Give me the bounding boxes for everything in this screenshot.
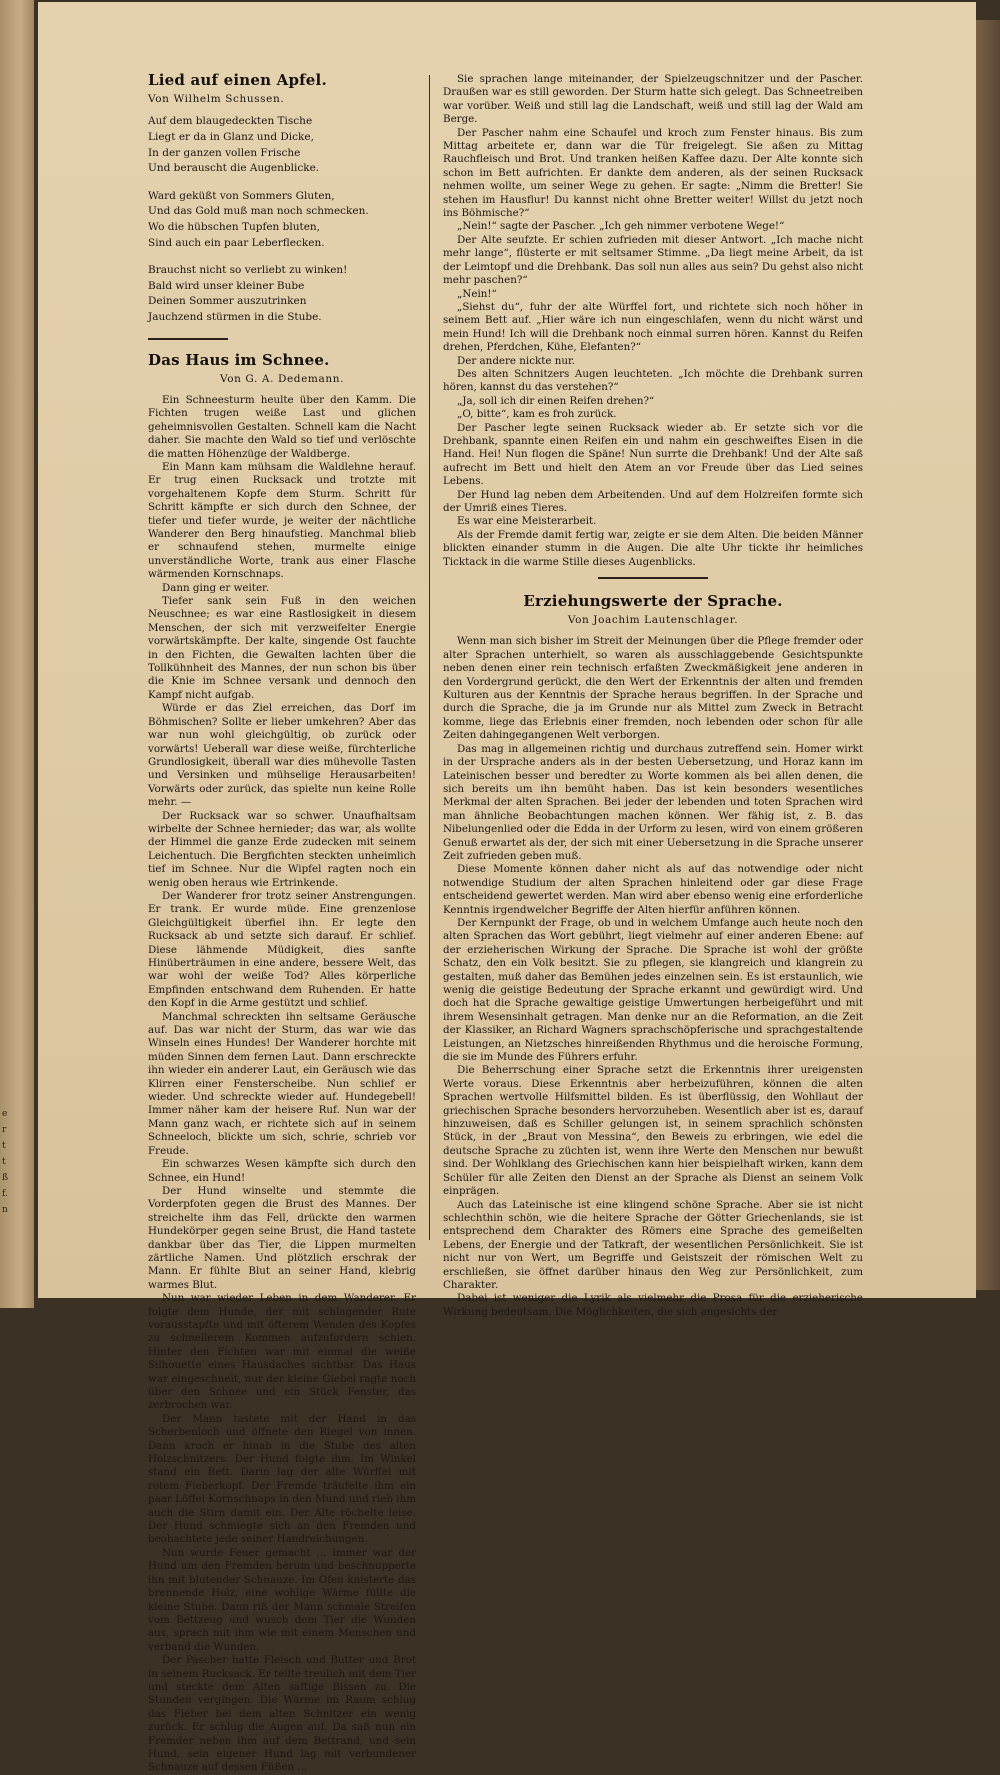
poem-line: Wo die hübschen Tupfen bluten, (148, 220, 321, 233)
poem-stanza (148, 114, 416, 176)
left-column (148, 70, 416, 1775)
poem-line: Und berauscht die Augenblicke. (148, 162, 320, 175)
story-paragraph: Dann ging er weiter. (162, 581, 270, 594)
right-column (443, 73, 863, 1319)
story-paragraph: Der Alte seufzte. Er schien zufrieden mit dieser Antwort. „Ich mache nicht mehr lange“, flüsterte er mit seltsamer Stimme. „Da liegt meine Arbeit, da ist der Leimtopf und die Drehbank. Das soll nun alles aus sein? Du gehst also nicht mehr paschen?“ (443, 233, 863, 287)
poem-line: Deinen Sommer auszutrinken (148, 295, 307, 308)
story-body-left (148, 394, 416, 1775)
story-paragraph: „O, bitte“, kam es froh zurück. (457, 408, 617, 421)
essay-author: Von Joachim Lautenschlager. (567, 614, 739, 627)
story-paragraph: Es war eine Meisterarbeit. (457, 515, 597, 528)
poem-line: Ward geküßt von Sommers Gluten, (148, 189, 335, 202)
poem-line: Auf dem blaugedeckten Tische (148, 115, 313, 128)
section-rule (598, 577, 708, 579)
story-body-right (443, 73, 863, 569)
story-paragraph: Der andere nickte nur. (457, 354, 576, 367)
story-author: Von G. A. Dedemann. (219, 372, 345, 385)
essay-title: Erziehungswerte der Sprache. (523, 592, 783, 611)
essay-paragraph: Wenn man sich bisher im Streit der Meinungen über die Pflege fremder oder alter Sprachen unterhielt, so waren als ausschlaggebende Gesichtspunkte neben denen einer rein technisch erfaßten Zweckmäßigkeit jene anderen in den Vordergrund gerückt, die den Wert der Erkenntnis der alten und fremden Kulturen aus der Kenntnis der Sprache heraus begriffen. In der Sprache und durch die Sprache, die ja im Grunde nur als Mittel zum Zweck in Betracht komme, liege das Erlebnis einer fremden, noch lebenden oder schon für alle Zeiten dahingegangenen Welt verborgen. (443, 635, 863, 742)
story-paragraph: Der Hund winselte und stemmte die Vorderpfoten gegen die Brust des Mannes. Der streichelte ihm das Fell, drückte den warmen Hundekörper gegen seine Brust, die Hand tastete dankbar über das Tier, die Lippen murmelten zärtliche Namen. Und plötzlich erschrak der Mann. Er fühlte Blut an seiner Hand, klebrig warmes Blut. (148, 1184, 416, 1291)
essay-paragraph: Der Kernpunkt der Frage, ob und in welchem Umfange auch heute noch den alten Sprachen das Wort gebührt, liegt vielmehr auf einer anderen Ebene: auf der erzieherischen Wirkung der Sprache. Die Sprache ist wohl der größte Schatz, den ein Volk besitzt. Sie zu pflegen, sie klangreich und klangrein zu gestalten, muß daher das Bemühen jedes einzelnen sein. Es ist erstaunlich, wie wenig die geistige Bedeutung der Sprache erkannt und gewürdigt wird. Und doch hat die Sprache gewaltige geistige Umwertungen herbeigeführt und mit ihrem Wesensinhalt getragen. Man denke nur an die Reformation, an die Zeit der Klassiker, an Richard Wagners sprachschöpferische und sprachgestaltende Leistungen, an Nietzsches hinreißenden Rhythmus und die heroische Formung, die sie im Munde des Führers erfuhr. (443, 916, 863, 1064)
poem-author: Von Wilhelm Schussen. (148, 93, 285, 105)
poem-line: Und das Gold muß man noch schmecken. (148, 205, 369, 218)
story-paragraph: Sie sprachen lange miteinander, der Spielzeugschnitzer und der Pascher. Draußen war es still geworden. Der Sturm hatte sich gelegt. Das Schneetreiben war vorüber. Weiß und still lag die Landschaft, weiß und still lag der Wald am Berge. (443, 73, 863, 126)
essay-body (443, 635, 863, 1319)
story-paragraph: Tiefer sank sein Fuß in den weichen Neuschnee; es war eine Rastlosigkeit in diesem Menschen, der sich mit verzweifelter Energie vorwärtskämpfte. Der kalte, singende Ost fauchte in den Fichten, die Gewalten lachten über die Tollkühnheit des Mannes, der nun schon bis über die Knie im Schnee versank und dennoch den Kampf nicht aufgab. (148, 595, 416, 701)
poem-title: Lied auf einen Apfel. (148, 71, 327, 89)
poem-line: Brauchst nicht so verliebt zu winken! (148, 264, 348, 277)
story-paragraph: Ein Mann kam mühsam die Waldlehne herauf. Er trug einen Rucksack und trotzte mit vorgehaltenem Kopfe dem Sturm. Schritt für Schritt kämpfte er sich durch den Schnee, der tiefer und tiefer wurde, je weiter der nächtliche Wanderer den Berg hinaufstieg. Manchmal blieb er schnaufend stehen, murmelte einige unverständliche Worte, trank aus einer Flasche wärmenden Kornschnaps. (148, 460, 416, 581)
essay-paragraph: Das mag in allgemeinen richtig und durchaus zutreffend sein. Homer wirkt in der Ursprache anders als in der besten Uebersetzung, und Horaz kann im Lateinischen besser und beredter zu Worte kommen als bei allen denen, die sich bereits um ihn bemüht haben. Das ist kein besonders wesentliches Merkmal der alten Sprachen. Bei jeder der lebenden und toten Sprachen wird man ähnliche Beobachtungen machen können. Wer fähig ist, z. B. das Nibelungenlied oder die Edda in der Urform zu lesen, wird von einem größeren Genuß erwartet als der, der sich mit einer Uebersetzung in die Sprache unserer Zeit zufrieden geben muß. (443, 742, 863, 862)
story-paragraph: Der Mann tastete mit der Hand in das Scherbenloch und öffnete den Riegel von innen. Dann kroch er hinab in die Stube des alten Holzschnitzers. Der Hund folgte ihm. Im Winkel stand ein Bett. Darin lag der alte Würffel mit rotem Fieberkopf. Der Fremde träufelte ihm ein paar Löffel Kornschnaps in den Mund und rieb ihm auch die Stirn damit ein. Der Alte röchelte leise. Der Hund schmiegte sich an den Fremden und beobachtete jede seiner Handreichungen. (148, 1412, 416, 1546)
margin-fragment: t (2, 1141, 6, 1151)
margin-fragment: t (2, 1157, 6, 1167)
margin-fragment: n (2, 1205, 8, 1215)
poem-line: Sind auch ein paar Leberflecken. (148, 236, 325, 249)
poem-line: Jauchzend stürmen in die Stube. (148, 310, 322, 323)
story-paragraph: „Nein!“ (457, 287, 497, 300)
story-paragraph: „Ja, soll ich dir einen Reifen drehen?“ (457, 394, 655, 407)
margin-fragment: r (2, 1125, 7, 1135)
story-paragraph: Nun war wieder Leben in dem Wanderer. Er folgte dem Hunde, der mit schlagender Rute vorausstapfte und mit öfterem Wenden des Kopfes zu schnellerem Kommen aufzufordern schien. Hinter den Fichten war mit einmal die weiße Silhouette eines Hausdaches sichtbar. Das Haus war eingeschneit, nur der kleine Giebel ragte noch über den Schnee und ein Stück Fenster, das zerbrochen war. (148, 1292, 416, 1412)
margin-fragment: f. (2, 1189, 8, 1199)
essay-paragraph: Die Beherrschung einer Sprache setzt die Erkenntnis ihrer ureigensten Werte voraus. Diese Erkenntnis aber herbeizuführen, können die alten Sprachen wertvolle Hilfsmittel bilden. Es ist überflüssig, den Wohllaut der griechischen Sprache besonders hervorzuheben. Wesentlich aber ist es, darauf hinzuweisen, daß es Schiller gelungen ist, in seinem sprachlich schönsten Stück, in der „Braut von Messina“, den Beweis zu erbringen, wie edel die deutsche Sprache zu züchten ist, wenn ihre Werte den Menschen nur bewußt sind. Der Wohlklang des Griechischen kann hier beispielhaft wirken, kann dem Schüler für alle Zeiten den Dienst an der Sprache als Dienst an seinem Volk einprägen. (443, 1064, 863, 1198)
story-title: Das Haus im Schnee. (148, 350, 330, 369)
story-paragraph: Der Pascher hatte Fleisch und Butter und Brot in seinem Rucksack. Er teilte treulich mit dem Tier und steckte dem Alten saftige Bissen zu. Die Stunden vergingen. Die Wärme im Raum schlug das Fieber bei dem alten Schnitzer ein wenig zurück. Er schlug die Augen auf. Da saß nun ein Fremder neben ihm auf dem Bettrand, und sein Hund, sein eigener Hund lag mit verbundener Schnauze auf dessen Füßen ... (148, 1654, 416, 1774)
margin-fragment: e (2, 1109, 8, 1119)
sheet-shadow (976, 20, 1000, 1290)
story-paragraph: Des alten Schnitzers Augen leuchteten. „Ich möchte die Drehbank surren hören, kannst du das verstehen?“ (443, 367, 863, 394)
poem-stanza (148, 189, 416, 251)
story-paragraph: „Nein!“ sagte der Pascher. „Ich geh nimmer verbotene Wege!“ (457, 220, 785, 233)
poem-stanza (148, 263, 416, 325)
story-paragraph: Manchmal schreckten ihn seltsame Geräusche auf. Das war nicht der Sturm, das war wie das Winseln eines Hundes! Der Wanderer horchte mit müden Sinnen dem fernen Laut. Dann erschreckte ihn wieder ein anderer Laut, ein Geräusch wie das Klirren einer Fensterscheibe. Nun schlief er wieder. Und schreckte wieder auf. Hundegebell! Immer näher kam der heisere Ruf. Nun war der Mann ganz wach, er richtete sich auf in seinem Schneeloch, blickte um sich, schrie, schrieb vor Freude. (148, 1010, 416, 1157)
story-paragraph: Würde er das Ziel erreichen, das Dorf im Böhmischen? Sollte er lieber umkehren? Aber das war nun wohl gleichgültig, ob zurück oder vorwärts! Ueberall war diese weiße, fürchterliche Grundlosigkeit, überall war dies mühevolle Tasten und Versinken und mühselige Herausarbeiten! Vorwärts oder zurück, das spielte nun keine Rolle mehr. — (148, 702, 416, 809)
story-paragraph: Der Pascher nahm eine Schaufel und kroch zum Fenster hinaus. Bis zum Mittag arbeitete er, dann war die Tür freigelegt. Sie aßen zu Mittag Rauchfleisch und Brot. Und tranken heißen Kaffee dazu. Der Alte konnte sich schon im Bett aufrichten. Er dankte dem anderen, als der seinen Rucksack nehmen wollte, um seiner Wege zu gehen. Er sagte: „Nimm die Bretter! Sie stehen im Hausflur! Du kannst nicht ohne Bretter weiter! Willst du jetzt noch ins Böhmische?“ (443, 126, 863, 220)
story-paragraph: Als der Fremde damit fertig war, zeigte er sie dem Alten. Die beiden Männer blickten einander stumm in die Augen. Die alte Uhr tickte ihr heimliches Ticktack in die warme Stille dieses Augenblicks. (443, 528, 863, 568)
story-paragraph: Ein Schneesturm heulte über den Kamm. Die Fichten trugen weiße Last und glichen geheimnisvollen Gestalten. Schnell kam die Nacht daher. Sie machte den Wald so tief und verlöschte die matten Höhenzüge der Waldberge. (148, 393, 416, 460)
poem-line: In der ganzen vollen Frische (148, 146, 301, 159)
column-divider (429, 75, 430, 1240)
story-paragraph: Der Hund lag neben dem Arbeitenden. Und auf dem Holzreifen formte sich der Umriß eines Tieres. (443, 488, 863, 514)
poem-line: Bald wird unser kleiner Bube (148, 279, 305, 292)
previous-page-edge (0, 0, 34, 1308)
story-paragraph: Der Pascher legte seinen Rucksack wieder ab. Er setzte sich vor die Drehbank, spannte einen Reifen ein und nahm ein geschweiftes Eisen in die Hand. Hei! Nun flogen die Späne! Nun surrte die Drehbank! Und der Alte saß aufrecht im Bett und hielt den Atem an vor Freude über das Lied seines Lebens. (443, 421, 863, 488)
poem-line: Liegt er da in Glanz und Dicke, (148, 131, 314, 143)
story-paragraph: Der Rucksack war so schwer. Unaufhaltsam wirbelte der Schnee hernieder; das war, als wollte der Himmel die ganze Erde zudecken mit seinem Leichentuch. Die Bergfichten steckten unheimlich tief im Schnee. Nur die Wipfel ragten noch ein wenig oben heraus wie Ertrinkende. (148, 809, 416, 889)
section-rule (148, 338, 228, 340)
margin-fragment: ß (2, 1173, 9, 1183)
story-paragraph: Nun wurde Feuer gemacht ... Immer war der Hund um den Fremden herum und beschnupperte ihn mit blutender Schnauze. Im Ofen knisterte das brennende Holz, eine wohlige Wärme füllte die kleine Stube. Dann riß der Mann schmale Streifen vom Bettzeug und wusch dem Tier die Wunden aus, sprach mit ihm wie mit einem Menschen und verband die Wunden. (148, 1546, 416, 1653)
story-paragraph: „Siehst du“, fuhr der alte Würffel fort, und richtete sich noch höher in seinem Bett auf. „Hier wäre ich nun eingeschlafen, wenn du nicht wärst und mein Hund! Ich will die Drehbank noch einmal surren hören. Kannst du Reifen drehen, Pferdchen, Kühe, Elefanten?“ (443, 300, 863, 354)
essay-paragraph: Auch das Lateinische ist eine klingend schöne Sprache. Aber sie ist nicht schlechthin schön, wie die heitere Sprache der Götter Griechenlands, sie ist entsprechend dem Charakter des Römers eine Sprache des gemeißelten Lebens, der Energie und der Tatkraft, der wesentlichen Persönlichkeit. Sie ist nicht nur von Wert, um Begriffe und Geistszeit der römischen Welt zu erschließen, sie öffnet darüber hinaus den Weg zur Persönlichkeit, zum Charakter. (443, 1198, 863, 1291)
story-paragraph: Ein schwarzes Wesen kämpfte sich durch den Schnee, ein Hund! (148, 1158, 416, 1184)
essay-paragraph: Dabei ist weniger die Lyrik als vielmehr die Prosa für die erzieherische Wirkung bedeutsam. Die Möglichkeiten, die sich angesichts der (443, 1292, 863, 1318)
story-paragraph: Der Wanderer fror trotz seiner Anstrengungen. Er trank. Er wurde müde. Eine grenzenlose Gleichgültigkeit überfiel ihn. Er legte den Rucksack ab und setzte sich darauf. Er schlief. Diese lähmende Müdigkeit, dies sanfte Hinüberträumen in eine andere, bessere Welt, das war wohl der weiße Tod? Alles körperliche Empfinden entschwand dem Ruhenden. Er hatte den Kopf in die Arme gestützt und schlief. (148, 889, 416, 1010)
essay-paragraph: Diese Momente können daher nicht als auf das notwendige oder nicht notwendige Studium der alten Sprachen hinleitend oder gar diese Frage entscheidend gewertet werden. Man wird aber ebenso wenig eine erforderliche Kenntnis irgendwelcher Begriffe der Alten hierfür anführen können. (443, 863, 863, 916)
